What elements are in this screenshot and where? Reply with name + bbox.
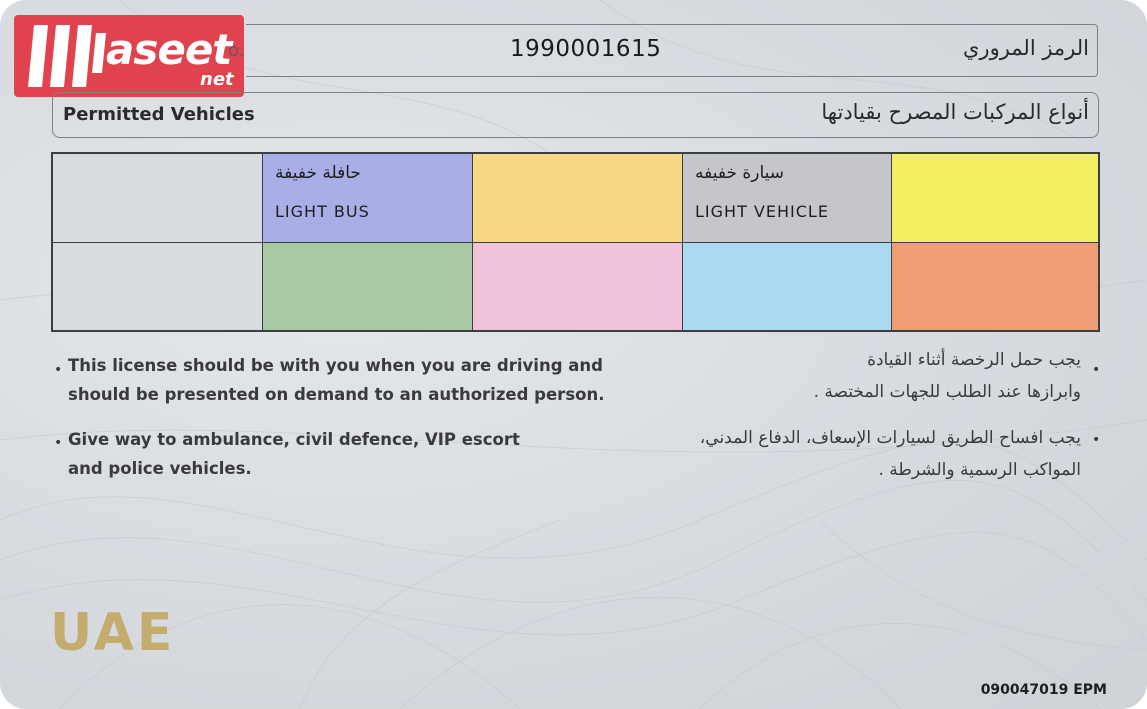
vehicle-cell [683,154,892,243]
vehicle-cell-label-ar: حافلة خفيفة [275,163,361,183]
logo-stripes-icon [24,23,108,89]
note-en-2-line2: and police vehicles. [68,459,252,478]
traffic-code-label-ar: الرمز المروري [962,36,1089,60]
waseet-logo [14,15,244,97]
note-ar-2-line2: المواكب الرسمية والشرطة . [878,460,1081,480]
vehicle-cell [263,154,473,243]
vehicle-cell [683,243,892,330]
vehicle-cell [892,154,1098,243]
note-ar-1 [814,344,1081,408]
vehicle-cell [53,243,263,330]
vehicle-cell [473,243,683,330]
logo-wordmark: aseet [106,25,232,74]
vehicle-cell [892,243,1098,330]
vehicle-category-grid [51,152,1100,332]
note-bullet: • [54,435,63,451]
note-ar-1-line1: يجب حمل الرخصة أثناء القيادة [867,350,1081,370]
country-mark: UAE [50,603,176,663]
vehicle-cell-label-en: LIGHT VEHICLE [695,202,829,221]
note-en-1 [68,351,605,409]
note-en-1-line2: should be presented on demand to an authorized person. [68,385,605,404]
vehicle-cell [53,154,263,243]
note-ar-2-line1: يجب افساح الطريق لسيارات الإسعاف، الدفاع المدني، [699,428,1081,448]
vehicle-cell [473,154,683,243]
vehicle-cell [263,243,473,330]
note-ar-1-line2: وابرازها عند الطلب للجهات المختصة . [813,382,1081,402]
permitted-vehicles-label-en: Permitted Vehicles [63,104,255,125]
card-serial-number: 090047019 EPM [980,682,1107,698]
logo-net-suffix: net [200,69,234,90]
note-en-2 [68,425,520,483]
permitted-vehicles-label-ar: أنواع المركبات المصرح بقيادتها [821,100,1089,124]
note-bullet: • [1092,362,1101,378]
vehicle-cell-label-en: LIGHT BUS [275,202,370,221]
note-bullet: • [54,362,63,378]
obscured-label: o. [228,40,245,61]
note-bullet: • [1092,432,1101,448]
traffic-code-number: 1990001615 [510,36,662,62]
note-en-2-line1: Give way to ambulance, civil defence, VIP escort [68,430,520,449]
vehicle-cell-label-ar: سيارة خفيفه [695,163,785,183]
note-ar-2 [700,422,1081,486]
note-en-1-line1: This license should be with you when you are driving and [68,356,603,375]
